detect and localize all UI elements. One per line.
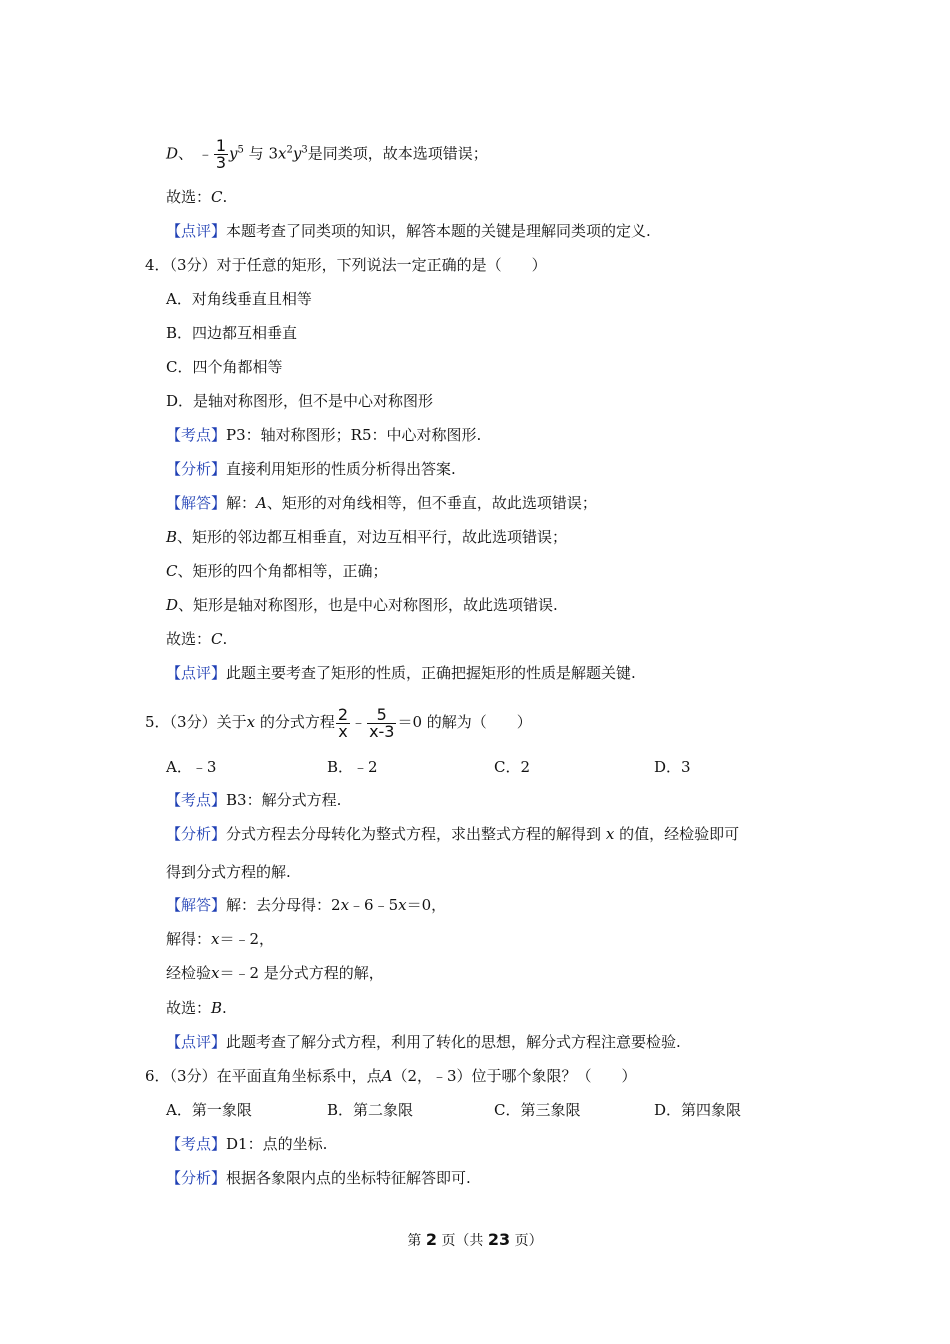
step3-var: x [211,964,220,982]
q3-exp-2: 2 [286,144,293,156]
q3-d-tail: 是同类项，故本选项错误； [307,144,488,163]
page-number: 2 [425,1230,437,1249]
q4-kaodian [166,425,481,445]
q5-stem [145,704,532,740]
step2-b: ＝﹣2， [219,930,275,948]
q6-stem [145,1066,637,1086]
fraction-numerator: 2 [337,704,349,724]
q3-d-sep: 、 [178,144,194,163]
fenxi-text: 直接利用矩形的性质分析得出答案. [226,460,456,478]
page-footer [0,1230,950,1250]
q6-stem-a: 6．（3分）在平面直角坐标系中，点 [145,1067,382,1085]
q5-fenxi-line2: 得到分式方程的解. [166,863,291,881]
step3-b: ＝﹣2 是分式方程的解， [219,964,384,982]
q3-var-y2: y [292,144,302,163]
jieda-letter-a: A [256,494,267,512]
answer-prefix: 故选： [166,188,212,206]
q3-comment [166,221,651,241]
kaodian-tag: 【考点】 [166,1135,227,1153]
comment-tag: 【点评】 [166,1033,227,1051]
q4-jieda-c [166,561,388,581]
q3-exp-1: 5 [237,144,244,156]
q6-stem-var: A [381,1067,393,1085]
jieda-var1: x [340,896,350,914]
q5-stem-var: x [246,713,256,731]
q4-stem: 4．（3分）对于任意的矩形，下列说法一定正确的是（ ） [145,256,547,274]
q3-answer [166,187,227,207]
q4-jieda-b [166,527,567,547]
q4-option-c: C．四个角都相等 [166,358,283,376]
answer-end: . [222,999,227,1017]
footer-a: 第 [407,1233,422,1249]
kaodian-text: D1：点的坐标. [226,1135,328,1153]
jieda-text-d: 、矩形是轴对称图形，也是中心对称图形，故此选项错误. [178,596,558,614]
jieda-letter-c: C [166,562,178,580]
q4-option-a: A．对角线垂直且相等 [166,290,312,308]
footer-c: 页） [514,1233,543,1249]
step2-var: x [211,930,220,948]
fenxi-text-a: 分式方程去分母转化为整式方程，求出整式方程的解得到 [226,825,602,843]
q5-step3 [166,963,384,983]
q5-minus: ﹣ [351,713,367,731]
answer-letter: B [211,999,223,1017]
q4-answer [166,629,227,649]
q5-option-d: D．3 [654,758,691,776]
jieda-b: ﹣6﹣5 [349,896,399,914]
jieda-letter-b: B [166,528,178,546]
comment-text: 本题考查了同类项的知识，解答本题的关键是理解同类项的定义. [226,222,651,240]
fraction-one-third [214,138,228,171]
q6-stem-b: （2，﹣3）位于哪个象限？（ ） [392,1067,637,1085]
answer-letter: C [211,188,223,206]
fenxi-tag: 【分析】 [166,825,227,843]
jieda-text-c: 、矩形的四个角都相等，正确； [177,562,388,580]
fenxi-tag: 【分析】 [166,1169,227,1187]
q3-option-d-line [166,138,488,171]
q4-comment [166,663,636,683]
fenxi-tag: 【分析】 [166,460,227,478]
q5-step2 [166,929,274,949]
comment-tag: 【点评】 [166,222,227,240]
comment-text: 此题考查了解分式方程，利用了转化的思想，解分式方程注意要检验. [226,1033,681,1051]
jieda-c: ＝0， [406,896,447,914]
jieda-text-b: 、矩形的邻边都互相垂直，对边互相平行，故此选项错误； [177,528,568,546]
q5-jieda [166,895,446,915]
q5-option-b: B．﹣2 [327,758,378,776]
q4-fenxi [166,459,456,479]
kaodian-text: P3：轴对称图形；R5：中心对称图形. [226,426,482,444]
jieda-letter-d: D [166,596,179,614]
answer-prefix: 故选： [166,999,212,1017]
jieda-a: 解：去分母得：2 [226,896,341,914]
fenxi-text: 根据各象限内点的坐标特征解答即可. [226,1169,471,1187]
jieda-tag: 【解答】 [166,494,227,512]
jieda-prefix: 解： [226,494,257,512]
fraction-denominator: 3 [215,153,227,172]
jieda-var2: x [398,896,407,914]
q5-comment [166,1032,681,1052]
fenxi-text-b: 的值，经检验即可 [619,825,740,843]
q3-var-x: x [277,144,287,163]
q4-jieda-d [166,595,558,615]
kaodian-tag: 【考点】 [166,426,227,444]
q5-stem-c: ＝0 的解为（ ） [397,713,532,731]
q6-option-a: A．第一象限 [166,1101,252,1119]
q5-stem-a: 5．（3分）关于 [145,713,247,731]
q3-exp-3: 3 [301,144,308,156]
q6-option-b: B．第二象限 [327,1101,414,1119]
q4-option-b: B．四边都互相垂直 [166,324,298,342]
answer-letter: C [211,630,223,648]
q3-d-mid: 与 3 [248,144,278,163]
kaodian-text: B3：解分式方程. [226,791,342,809]
answer-prefix: 故选： [166,630,212,648]
fraction-5-over-x-3 [367,704,396,741]
page-total: 23 [487,1230,511,1249]
step2-a: 解得： [166,930,212,948]
q3-var-y1: y [229,144,238,163]
answer-end: . [222,188,228,206]
q4-option-d: D．是轴对称图形，但不是中心对称图形 [166,392,434,410]
footer-b: 页（共 [441,1233,484,1249]
q5-option-c: C．2 [494,758,531,776]
fraction-numerator: 1 [215,136,227,155]
q5-option-a: A．﹣3 [166,758,217,776]
comment-text: 此题主要考查了矩形的性质，正确把握矩形的性质是解题关键. [226,664,636,682]
q5-fenxi [166,824,739,844]
kaodian-tag: 【考点】 [166,791,227,809]
q4-jieda [166,493,597,513]
step3-a: 经检验 [166,964,212,982]
q3-d-letter: D [166,144,179,163]
fraction-numerator: 5 [367,707,396,724]
q6-option-c: C．第三象限 [494,1101,581,1119]
q5-stem-b: 的分式方程 [259,713,335,731]
q6-option-d: D．第四象限 [654,1101,742,1119]
q6-kaodian [166,1134,327,1154]
jieda-text-a: 、矩形的对角线相等，但不垂直，故此选项错误； [266,494,597,512]
answer-end: . [222,630,228,648]
comment-tag: 【点评】 [166,664,227,682]
q6-fenxi [166,1168,471,1188]
fraction-denominator: x [338,721,348,741]
q5-answer [166,998,227,1018]
q5-kaodian [166,790,341,810]
fraction-denominator: x-3 [369,721,395,741]
fenxi-var: x [605,825,615,843]
fraction-2-over-x [336,704,350,741]
jieda-tag: 【解答】 [166,896,227,914]
q3-d-minus: ﹣ [197,144,213,163]
